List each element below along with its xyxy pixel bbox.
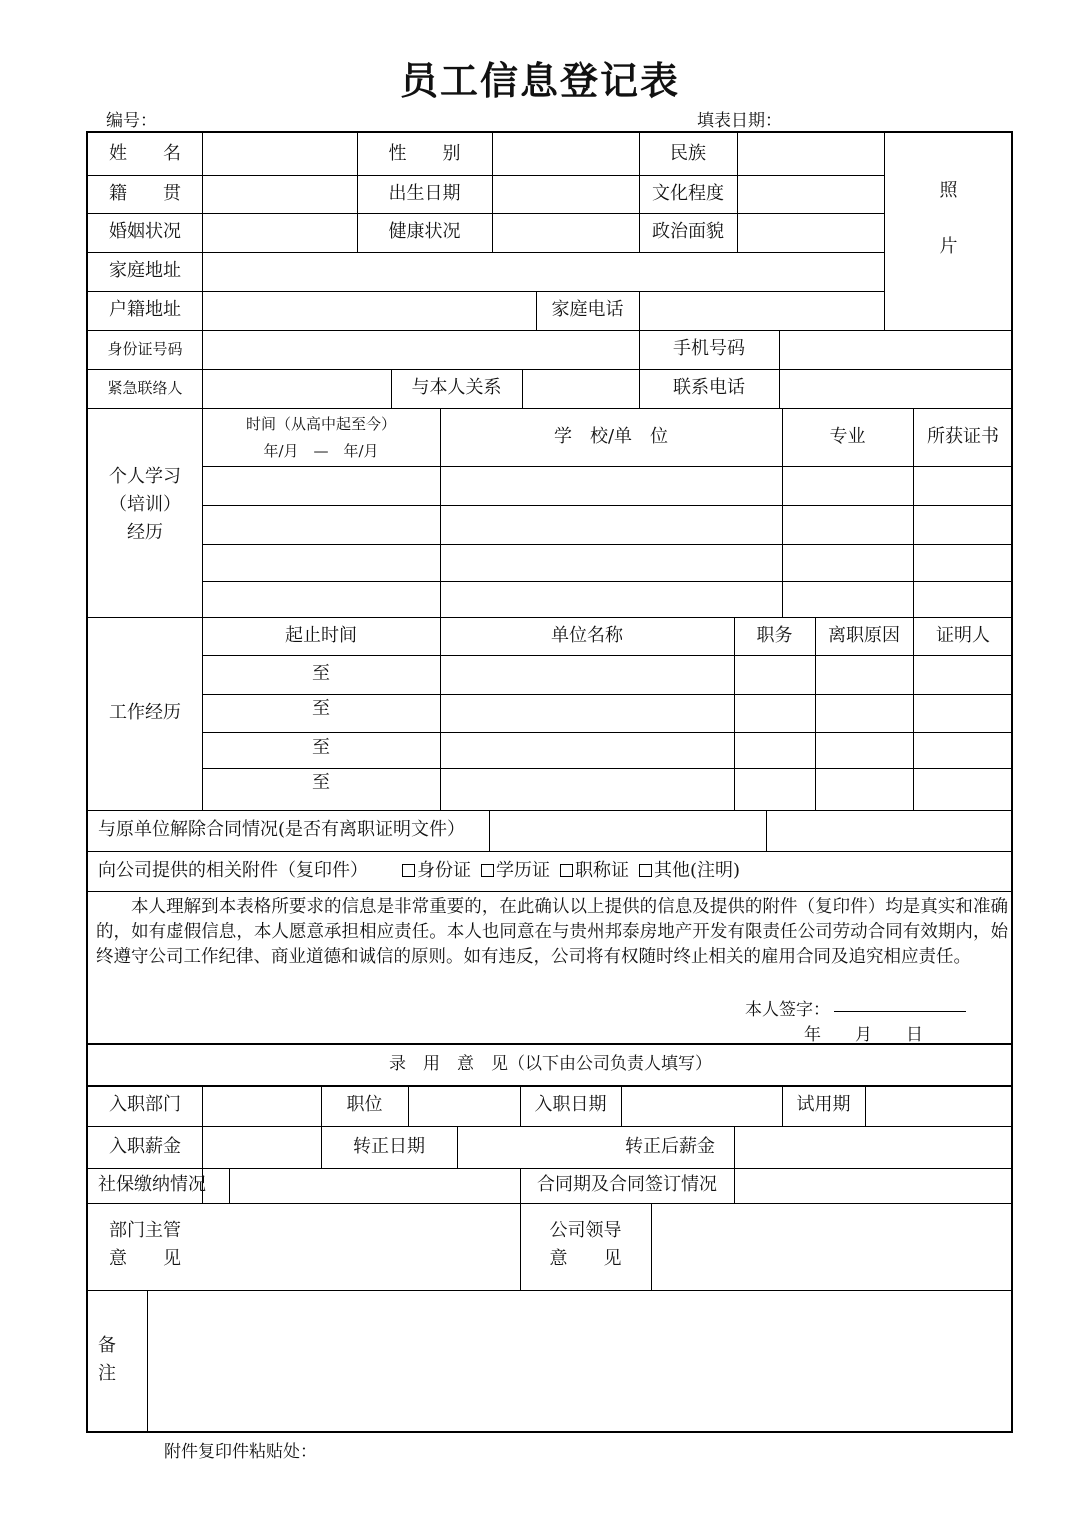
study-section-label-1: 个人学习 bbox=[109, 465, 181, 487]
photo-label-1: 照 bbox=[939, 179, 958, 201]
study-school-header: 学 校/单 位 bbox=[553, 425, 669, 447]
study-time-header-2: 年/月 — 年/月 bbox=[263, 441, 379, 460]
declaration-text: 本人理解到本表格所要求的信息是非常重要的，在此确认以上提供的信息及提供的附件（复印件）均是真实和准确的，如有虚假信息，本人愿意承担相应责任。本人也同意在与贵州邦泰房地产开发有限责任公司劳动合同有效期内，始终遵守公司工作纪律、商业道德和诚信的原则。如有违反，公司将有权随时终止相关的雇用合同及追究相应责任。 bbox=[96, 897, 1008, 967]
remark-label-1: 备 bbox=[98, 1334, 116, 1356]
hiring-header: 录 用 意 见（以下由公司负责人填写） bbox=[389, 1053, 712, 1074]
employee-form bbox=[86, 131, 1013, 1433]
work-position-header: 职务 bbox=[756, 624, 793, 646]
entry-date-label: 入职日期 bbox=[534, 1094, 607, 1116]
other-checkbox[interactable] bbox=[639, 859, 740, 883]
checkbox-icon bbox=[639, 864, 652, 877]
birth-date-label: 出生日期 bbox=[388, 182, 461, 204]
marital-label: 婚姻状况 bbox=[109, 221, 181, 243]
checkbox-label: 职称证 bbox=[575, 859, 629, 881]
fill-date-label: 填表日期： bbox=[697, 111, 782, 131]
leader-opinion-label-1: 公司领导 bbox=[549, 1219, 622, 1241]
id-number-label: 身份证号码 bbox=[107, 340, 183, 359]
home-address-label: 家庭地址 bbox=[109, 260, 181, 282]
checkbox-label: 身份证 bbox=[417, 859, 471, 881]
household-address-label: 户籍地址 bbox=[109, 299, 181, 321]
study-section-label-2: （培训） bbox=[109, 493, 181, 515]
manager-opinion-label-2: 意 见 bbox=[109, 1247, 181, 1269]
signature-date: 年 月 日 bbox=[804, 1025, 923, 1045]
work-period-to: 至 bbox=[312, 663, 330, 685]
form-number-label: 编号： bbox=[106, 111, 157, 131]
health-label: 健康状况 bbox=[388, 221, 461, 243]
home-phone-label: 家庭电话 bbox=[551, 299, 624, 321]
title-cert-checkbox[interactable] bbox=[560, 859, 629, 883]
attachment-paste-label: 附件复印件粘贴处： bbox=[164, 1442, 317, 1462]
regular-salary-label: 转正后薪金 bbox=[625, 1135, 715, 1157]
checkbox-icon bbox=[481, 864, 494, 877]
study-section-label-3: 经历 bbox=[127, 521, 163, 543]
work-section-label: 工作经历 bbox=[109, 702, 181, 724]
id-card-checkbox[interactable] bbox=[402, 859, 471, 883]
work-reason-header: 离职原因 bbox=[828, 624, 900, 646]
checkbox-label: 学历证 bbox=[496, 859, 550, 881]
checkbox-icon bbox=[560, 864, 573, 877]
work-company-header: 单位名称 bbox=[551, 624, 623, 646]
work-period-to: 至 bbox=[312, 698, 330, 720]
social-label: 社保缴纳情况 bbox=[98, 1174, 206, 1196]
attachments-label: 向公司提供的相关附件（复印件） bbox=[98, 859, 368, 881]
remark-label-2: 注 bbox=[98, 1362, 116, 1384]
education-label: 文化程度 bbox=[652, 182, 724, 204]
work-witness-header: 证明人 bbox=[936, 624, 990, 646]
leader-opinion-label-2: 意 见 bbox=[549, 1247, 622, 1269]
emergency-contact-label: 紧急联络人 bbox=[107, 379, 183, 398]
signature-line bbox=[834, 1010, 966, 1012]
salary-label: 入职薪金 bbox=[109, 1135, 181, 1157]
diploma-checkbox[interactable] bbox=[481, 859, 550, 883]
probation-label: 试用期 bbox=[796, 1094, 851, 1116]
native-place-label: 籍 贯 bbox=[109, 182, 181, 204]
checkbox-label: 其他(注明) bbox=[654, 859, 741, 881]
contract-period-label: 合同期及合同签订情况 bbox=[537, 1174, 717, 1196]
manager-opinion-label-1: 部门主管 bbox=[109, 1219, 181, 1241]
study-major-header: 专业 bbox=[829, 425, 866, 447]
signature-field[interactable] bbox=[745, 995, 966, 1020]
signature-label: 本人签字： bbox=[745, 1000, 830, 1020]
mobile-label: 手机号码 bbox=[673, 338, 745, 360]
checkbox-icon bbox=[402, 864, 415, 877]
ethnicity-label: 民族 bbox=[670, 142, 706, 164]
relationship-label: 与本人关系 bbox=[411, 377, 502, 399]
regular-date-label: 转正日期 bbox=[353, 1135, 425, 1157]
study-time-header-1: 时间（从高中起至今） bbox=[245, 414, 396, 433]
page-title: 员工信息登记表 bbox=[399, 58, 680, 103]
department-label: 入职部门 bbox=[109, 1094, 181, 1116]
work-period-to: 至 bbox=[312, 736, 330, 758]
attachment-options bbox=[392, 851, 792, 891]
contact-phone-label: 联系电话 bbox=[673, 377, 745, 399]
name-label: 姓 名 bbox=[109, 142, 181, 164]
photo-label-2: 片 bbox=[939, 235, 958, 257]
political-label: 政治面貌 bbox=[652, 221, 724, 243]
work-period-to: 至 bbox=[312, 771, 330, 793]
gender-label: 性 别 bbox=[388, 142, 461, 164]
work-period-header: 起止时间 bbox=[285, 624, 357, 646]
job-label: 职位 bbox=[346, 1094, 383, 1116]
study-certificate-header: 所获证书 bbox=[927, 425, 999, 447]
contract-termination-label: 与原单位解除合同情况(是否有离职证明文件） bbox=[98, 819, 466, 841]
